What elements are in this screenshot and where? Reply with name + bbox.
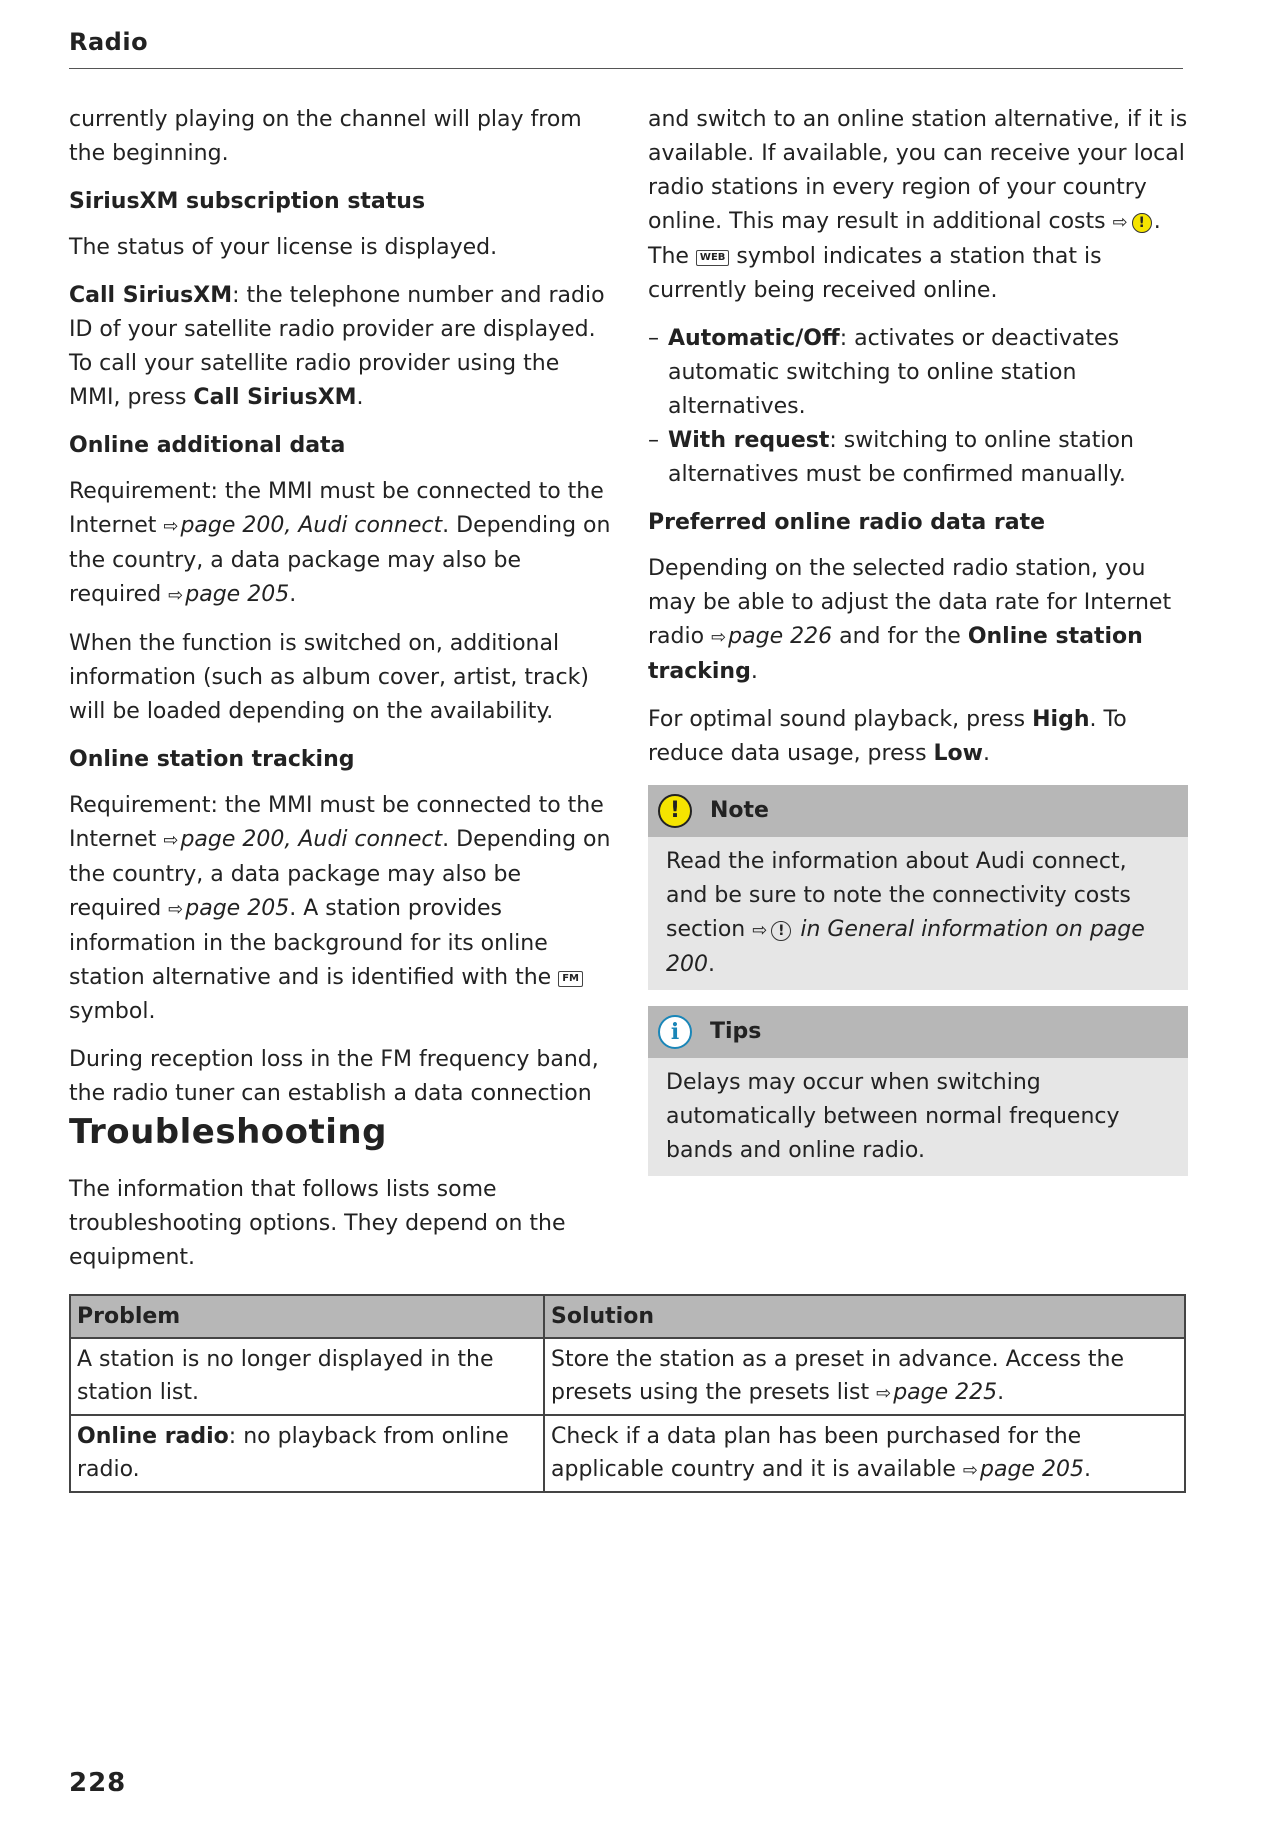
xref-page-205[interactable] (963, 1457, 1084, 1482)
list-item (648, 424, 1188, 492)
xref-page-226[interactable] (711, 624, 832, 649)
subscription-heading: SiriusXM subscription status (69, 189, 426, 214)
note-text: Read the information about Audi connect, and be sure to note the connectivity costs section (666, 849, 1131, 942)
requirement-text: Requirement: the MMI must be connected to the Internet (69, 793, 604, 852)
requirement-mid: . Depending on the country, a data package may also be required (69, 827, 611, 921)
online-data-function-text: When the function is switched on, additional information (such as album cover, artist, track) will be loaded depending on the availability. (69, 631, 589, 724)
solution-cell (544, 1338, 1185, 1415)
option-label: With request (668, 428, 830, 453)
reception-loss-text: During reception loss in the FM frequency band, the radio tuner can establish a data connection (69, 1047, 599, 1106)
troubleshooting-title: Troubleshooting (69, 1112, 387, 1152)
solution-text: Store the station as a preset in advance. Access the presets using the presets list (551, 1347, 1124, 1405)
warning-icon: ! (771, 921, 791, 941)
continuation-end: symbol indicates a station that is currently being received online. (648, 244, 1102, 303)
xref-text: page 205 (185, 582, 290, 607)
call-siriusxm-label-2: Call SiriusXM (193, 385, 357, 410)
high-option-label: High (1032, 707, 1090, 732)
data-rate-text: Depending on the selected radio station, you may be able to adjust the data rate for Internet radio (648, 556, 1172, 649)
subscription-status-text: The status of your license is displayed. (69, 235, 498, 260)
punctuation: . (1083, 1457, 1091, 1482)
arrow-right-icon: ⇨ (168, 899, 184, 920)
xref-text: page 205 (980, 1457, 1084, 1482)
web-symbol-icon: WEB (696, 250, 729, 266)
column-header-solution: Solution (544, 1295, 1185, 1338)
xref-page-205[interactable] (168, 896, 289, 921)
table-header-row (70, 1295, 1185, 1338)
call-siriusxm-label: Call SiriusXM (69, 283, 233, 308)
requirement-end: symbol. (69, 999, 156, 1024)
problem-label: Online radio (77, 1424, 229, 1449)
data-rate-heading: Preferred online radio data rate (648, 510, 1046, 535)
xref-text: page 225 (893, 1380, 998, 1405)
sound-mid: . To reduce data usage, press (648, 707, 1127, 766)
xref-text: page 205 (185, 896, 290, 921)
xref-page-225[interactable] (876, 1380, 997, 1405)
tips-body: Delays may occur when switching automatically between normal frequency bands and online radio. (666, 1070, 1120, 1163)
note-box-header (648, 785, 1188, 837)
tips-box (648, 1006, 1188, 1176)
punctuation: . (983, 741, 990, 766)
problem-text: : no playback from online radio. (77, 1424, 509, 1482)
fm-symbol-icon: FM (558, 971, 583, 987)
column-header-problem: Problem (70, 1295, 544, 1338)
station-tracking-heading: Online station tracking (69, 747, 355, 772)
arrow-right-icon: ⇨ (168, 585, 184, 606)
punctuation: . (997, 1380, 1005, 1405)
punctuation: . (356, 385, 364, 410)
arrow-right-icon: ⇨ (1112, 212, 1128, 233)
problem-cell (70, 1415, 544, 1492)
arrow-right-icon: ⇨ (876, 1383, 892, 1404)
xref-text: page 200, Audi connect (180, 513, 443, 538)
note-box (648, 785, 1188, 990)
call-siriusxm-text: : the telephone number and radio ID of your satellite radio provider are displayed. To call your satellite radio provider using the MMI, press (69, 283, 605, 410)
arrow-right-icon: ⇨ (163, 830, 179, 851)
xref-text: in General information on page 200 (666, 917, 1145, 977)
online-data-requirement (69, 475, 614, 613)
continuation-text: and switch to an online station alternative, if it is available. If available, you can receive your local radio stations in every region of your country online. This may result in additional costs (648, 107, 1188, 234)
xref-audi-connect[interactable] (163, 827, 442, 852)
left-column (69, 103, 614, 1111)
problem-cell: A station is no longer displayed in the station list. (70, 1338, 544, 1415)
xref-audi-connect[interactable] (163, 513, 442, 538)
sound-text: For optimal sound playback, press (648, 707, 1033, 732)
data-rate-paragraph (648, 552, 1188, 689)
continuation-paragraph (648, 103, 1188, 308)
punctuation: . (289, 582, 297, 607)
sound-playback-paragraph (648, 703, 1188, 771)
requirement-text: Requirement: the MMI must be connected to the Internet (69, 479, 604, 538)
info-icon: i (658, 1015, 692, 1049)
requirement-mid-2: . A station provides information in the background for its online station alternative and is identified with the (69, 896, 559, 990)
troubleshooting-table (69, 1294, 1186, 1493)
xref-text: page 226 (728, 624, 833, 649)
warning-icon[interactable]: ! (1132, 213, 1152, 233)
solution-text: Check if a data plan has been purchased for the applicable country and it is available (551, 1424, 1082, 1482)
right-column (648, 103, 1188, 1192)
tips-box-header (648, 1006, 1188, 1058)
low-option-label: Low (933, 741, 983, 766)
switching-options-list (648, 322, 1188, 492)
tips-title: Tips (710, 1019, 762, 1044)
arrow-right-icon: ⇨ (163, 516, 179, 537)
solution-cell (544, 1415, 1185, 1492)
online-data-heading: Online additional data (69, 433, 346, 458)
xref-page-205[interactable] (168, 582, 289, 607)
warning-icon: ! (658, 794, 692, 828)
arrow-right-icon: ⇨ (711, 627, 727, 648)
option-text: : activates or deactivates automatic switching to online station alternatives. (668, 326, 1120, 419)
note-body (648, 837, 1188, 990)
call-siriusxm-paragraph (69, 279, 614, 415)
arrow-right-icon: ⇨ (752, 920, 768, 941)
intro-paragraph: currently playing on the channel will play from the beginning. (69, 107, 582, 166)
option-text: : switching to online station alternatives must be confirmed manually. (668, 428, 1134, 487)
table-row (70, 1415, 1185, 1492)
data-rate-text-2: and for the (832, 624, 968, 649)
page-number: 228 (69, 1768, 127, 1798)
option-label: Automatic/Off (668, 326, 840, 351)
page-header: Radio (69, 28, 149, 56)
continuation-mid: . The (648, 209, 1161, 269)
header-divider (69, 68, 1183, 69)
list-item (648, 322, 1188, 424)
troubleshooting-intro: The information that follows lists some troubleshooting options. They depend on the equipment. (69, 1177, 566, 1270)
online-station-tracking-label: Online station tracking (648, 624, 1143, 684)
note-title: Note (710, 798, 769, 823)
requirement-mid: . Depending on the country, a data package may also be required (69, 513, 611, 607)
arrow-right-icon: ⇨ (962, 1460, 979, 1481)
xref-text: page 200, Audi connect (180, 827, 443, 852)
punctuation: . (750, 659, 758, 684)
table-row (70, 1338, 1185, 1415)
station-tracking-requirement (69, 789, 614, 1029)
punctuation: . (708, 952, 715, 977)
